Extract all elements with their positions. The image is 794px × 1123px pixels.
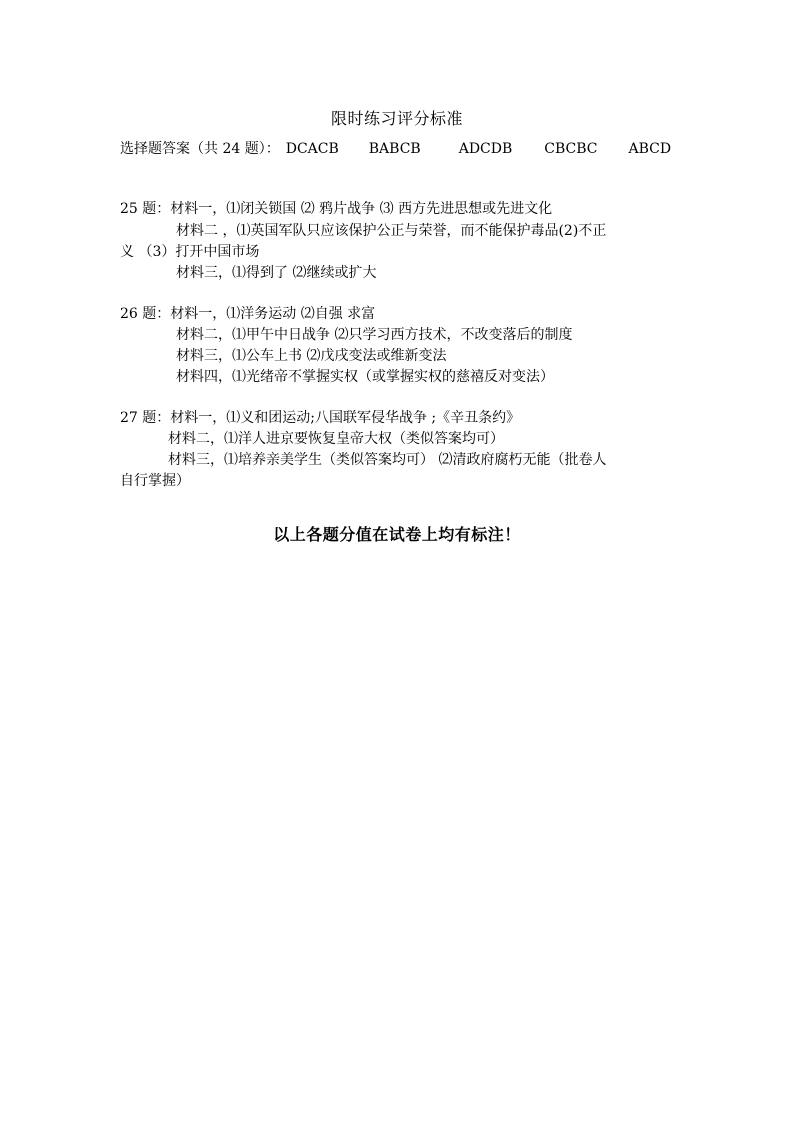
q26-material-1: 26 题：材料一，⑴洋务运动 ⑵自强 求富	[120, 306, 376, 322]
q25-material-3: 材料三，⑴得到了 ⑵继续或扩大	[176, 265, 377, 281]
page-title: 限时练习评分标准	[330, 109, 463, 128]
q27-material-3-cont: 自行掌握）	[120, 473, 190, 489]
answer-group-1: DCACB	[285, 141, 339, 157]
q26-material-4: 材料四，⑴光绪帝不掌握实权（或掌握实权的慈禧反对变法）	[176, 369, 554, 385]
answer-group-3: ADCDB	[458, 141, 513, 157]
answer-group-4: CBCBC	[544, 141, 598, 157]
q26-material-2: 材料二，⑴甲午中日战争 ⑵只学习西方技术，不改变落后的制度	[176, 327, 573, 343]
q27-material-2: 材料二，⑴洋人进京要恢复皇帝大权（类似答案均可）	[168, 431, 504, 447]
q26-material-3: 材料三，⑴公车上书 ⑵戊戌变法或维新变法	[176, 348, 447, 364]
choice-answers-line	[120, 139, 671, 159]
q25-material-2-cont: 义 （3）打开中国市场	[120, 244, 260, 260]
q25-material-1: 25 题：材料一，⑴闭关锁国 ⑵ 鸦片战争 ⑶ 西方先进思想或先进文化	[120, 201, 553, 217]
closing-note: 以上各题分值在试卷上均有标注！	[273, 525, 521, 544]
q25-material-2: 材料二 ，⑴英国军队只应该保护公正与荣誉，而不能保护毒品(2)不正	[176, 223, 607, 239]
answer-group-2: BABCB	[368, 141, 421, 157]
answer-group-5: ABCD	[628, 141, 672, 157]
choice-answers-label: 选择题答案（共 24 题）：	[120, 141, 280, 157]
q27-material-3: 材料三，⑴培养亲美学生（类似答案均可） ⑵清政府腐朽无能（批卷人	[168, 452, 607, 468]
q27-material-1: 27 题：材料一，⑴义和团运动;八国联军侵华战争 ;《辛丑条约》	[120, 410, 521, 426]
